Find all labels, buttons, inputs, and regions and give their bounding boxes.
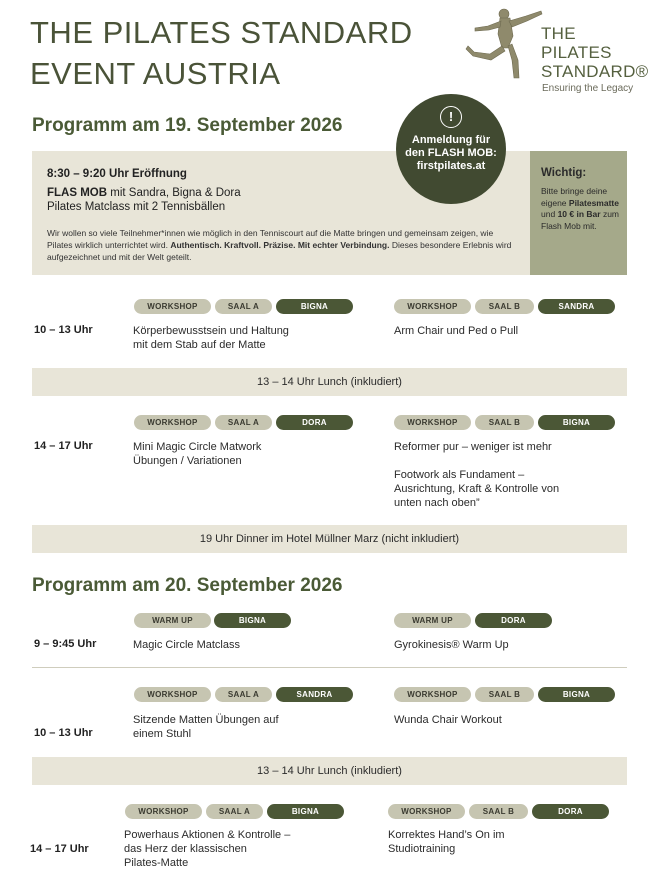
slot-time: 10 – 13 Uhr bbox=[34, 727, 93, 739]
description-text-end: Dieses besondere Erlebnis wird aufgezeichnet und mit der Welt geteilt. bbox=[47, 240, 512, 262]
tag-room: SAAL B bbox=[475, 687, 534, 702]
tag-instructor: DORA bbox=[276, 415, 353, 430]
important-text-1: Bitte bringe deine eigene bbox=[541, 186, 608, 208]
logo-line-1: THE bbox=[541, 24, 576, 43]
session-title bbox=[133, 713, 279, 741]
important-text-3: zum Flash Mob mit. bbox=[541, 209, 619, 231]
session-line: unten nach oben” bbox=[394, 497, 480, 509]
session-title bbox=[133, 324, 289, 352]
tag-type: WORKSHOP bbox=[134, 687, 211, 702]
tag-instructor: DORA bbox=[532, 804, 609, 819]
session-line: Körperbewusstsein und Haltung bbox=[133, 325, 289, 337]
tag-room: SAAL A bbox=[215, 687, 272, 702]
session-title: Magic Circle Matclass bbox=[133, 639, 240, 651]
tag-type: WORKSHOP bbox=[394, 415, 471, 430]
tag-type: WARM UP bbox=[394, 613, 471, 628]
tag-room: SAAL B bbox=[475, 299, 534, 314]
session-line: Mini Magic Circle Matwork bbox=[133, 441, 262, 453]
description-text-bold: Authentisch. Kraftvoll. Präzise. Mit echter Verbindung. bbox=[170, 240, 390, 250]
important-text bbox=[541, 186, 625, 232]
tag-room: SAAL A bbox=[206, 804, 263, 819]
slot-time: 14 – 17 Uhr bbox=[34, 440, 93, 452]
tag-instructor: DORA bbox=[475, 613, 552, 628]
tag-type: WORKSHOP bbox=[394, 299, 471, 314]
tag-room: SAAL B bbox=[469, 804, 528, 819]
flashmob-label: FLAS MOB bbox=[47, 187, 108, 199]
session-line: einem Stuhl bbox=[133, 728, 192, 740]
important-bold-2: 10 € in Bar bbox=[557, 209, 601, 219]
opening-time: 8:30 – 9:20 Uhr Eröffnung bbox=[47, 168, 187, 180]
tag-instructor: SANDRA bbox=[276, 687, 353, 702]
tag-room: SAAL A bbox=[215, 415, 272, 430]
page-title-line-2: EVENT AUSTRIA bbox=[30, 56, 281, 91]
session-line: Korrektes Hand’s On im bbox=[388, 829, 505, 841]
lunch-band: 13 – 14 Uhr Lunch (inkludiert) bbox=[32, 757, 627, 785]
session-line: das Herz der klassischen bbox=[124, 843, 247, 855]
tag-type: WORKSHOP bbox=[134, 415, 211, 430]
flashmob-registration-badge[interactable] bbox=[396, 94, 506, 204]
tag-instructor: SANDRA bbox=[538, 299, 615, 314]
description-text-start: Wir wollen so viele Teilnehmer*innen wie möglich in den Tenniscourt auf die Matte bringen und gemeinsam zeigen, wie Pilates wirklich unterrichtet wird. bbox=[47, 228, 494, 250]
session-title bbox=[124, 828, 290, 869]
exclamation-icon: ! bbox=[440, 106, 462, 128]
session-line: Sitzende Matten Übungen auf bbox=[133, 714, 279, 726]
tag-type: WORKSHOP bbox=[388, 804, 465, 819]
session-line: Studiotraining bbox=[388, 843, 456, 855]
important-title: Wichtig: bbox=[541, 167, 587, 179]
session-title bbox=[133, 440, 261, 468]
session-title: Arm Chair und Ped o Pull bbox=[394, 325, 519, 337]
session-title bbox=[394, 468, 559, 510]
logo-tagline: Ensuring the Legacy bbox=[542, 83, 634, 94]
logo-wordmark bbox=[541, 24, 648, 81]
lunch-band: 13 – 14 Uhr Lunch (inkludiert) bbox=[32, 368, 627, 396]
tag-type: WORKSHOP bbox=[394, 687, 471, 702]
flashmob-description bbox=[47, 227, 517, 263]
tag-instructor: BIGNA bbox=[214, 613, 291, 628]
tag-instructor: BIGNA bbox=[276, 299, 353, 314]
important-bold-1: Pilatesmatte bbox=[568, 197, 619, 208]
session-line: Ausrichtung, Kraft & Kontrolle von bbox=[394, 483, 560, 495]
matclass-line: Pilates Matclass mit 2 Tennisbällen bbox=[47, 201, 226, 213]
day2-heading: Programm am 20. September 2026 bbox=[32, 575, 343, 596]
session-line: Powerhaus Aktionen & Kontrolle – bbox=[124, 829, 291, 841]
session-line: mit dem Stab auf der Matte bbox=[133, 339, 266, 351]
slot-time: 9 – 9:45 Uhr bbox=[34, 638, 97, 650]
session-title: Reformer pur – weniger ist mehr bbox=[394, 441, 552, 453]
session-title: Wunda Chair Workout bbox=[394, 714, 502, 726]
session-title: Gyrokinesis® Warm Up bbox=[394, 639, 509, 651]
tag-instructor: BIGNA bbox=[267, 804, 344, 819]
tag-type: WORKSHOP bbox=[134, 299, 211, 314]
logo-line-2: PILATES bbox=[541, 43, 612, 62]
page-title-line-1: THE PILATES STANDARD bbox=[30, 15, 413, 50]
session-line: Übungen / Variationen bbox=[133, 455, 242, 467]
pilates-figure-logo-icon bbox=[464, 2, 544, 82]
tag-room: SAAL A bbox=[215, 299, 272, 314]
registration-text: Anmeldung für den FLASH MOB: firstpilates.at bbox=[405, 134, 497, 172]
session-line: Footwork als Fundament – bbox=[394, 469, 525, 481]
tag-instructor: BIGNA bbox=[538, 687, 615, 702]
dinner-band: 19 Uhr Dinner im Hotel Müllner Marz (nicht inkludiert) bbox=[32, 525, 627, 553]
slot-time: 10 – 13 Uhr bbox=[34, 324, 93, 336]
tag-type: WORKSHOP bbox=[125, 804, 202, 819]
flashmob-line: FLAS MOB mit Sandra, Bigna & Dora bbox=[47, 187, 241, 199]
slot-time: 14 – 17 Uhr bbox=[30, 843, 89, 855]
tag-room: SAAL B bbox=[475, 415, 534, 430]
divider bbox=[32, 667, 627, 668]
day1-heading: Programm am 19. September 2026 bbox=[32, 115, 343, 136]
logo-line-3: STANDARD® bbox=[541, 62, 649, 81]
tag-instructor: BIGNA bbox=[538, 415, 615, 430]
session-line: Pilates-Matte bbox=[124, 857, 189, 869]
session-title bbox=[388, 828, 505, 856]
important-text-2: und bbox=[541, 209, 556, 219]
tag-type: WARM UP bbox=[134, 613, 211, 628]
